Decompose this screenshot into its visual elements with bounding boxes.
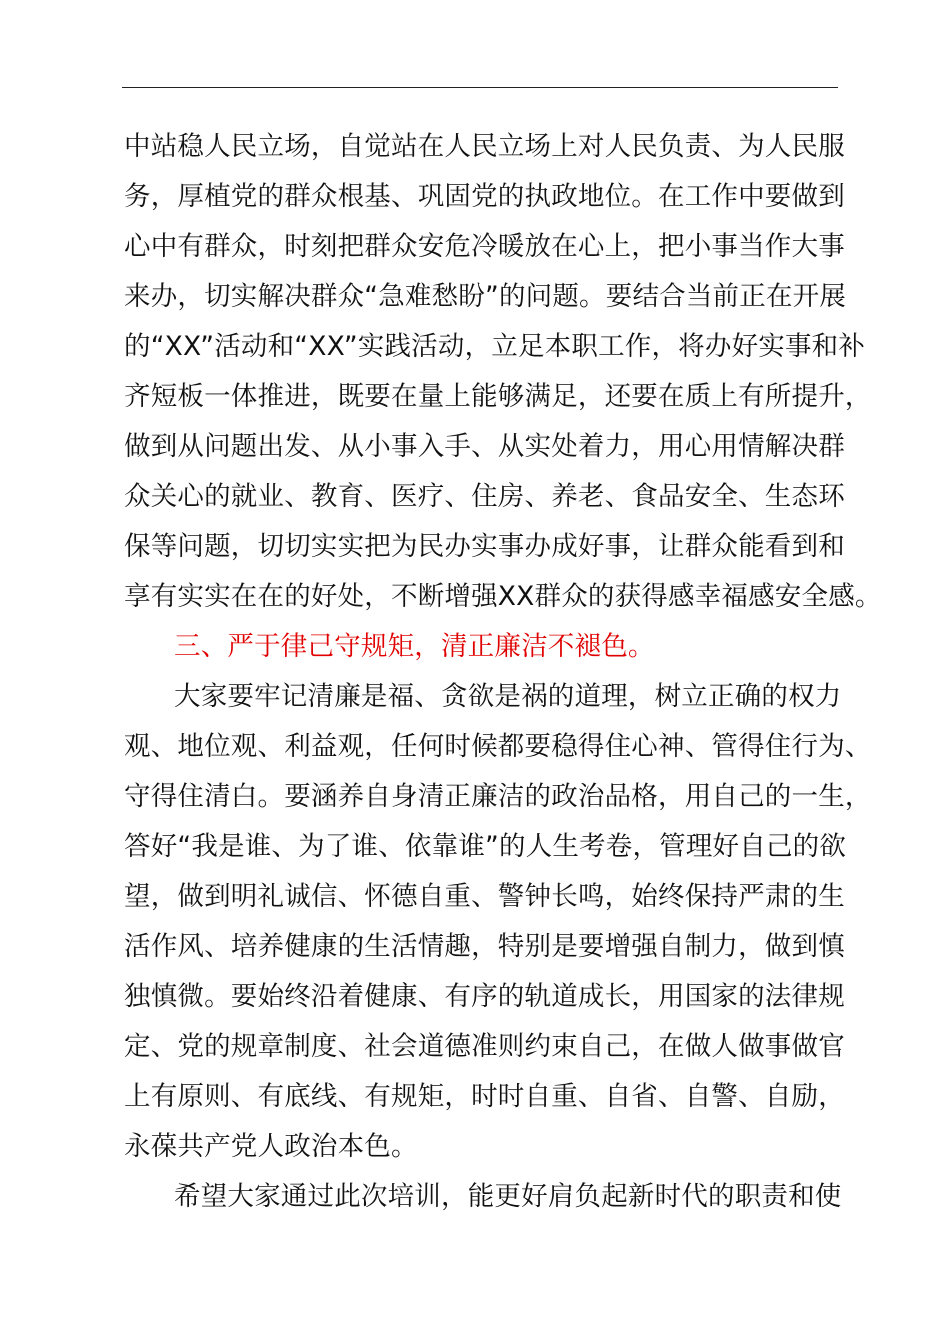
body-line: 活作风、培养健康的生活情趣，特别是要增强自制力，做到慎 [124,931,845,962]
body-line: 做到从问题出发、从小事入手、从实处着力，用心用情解决群 [124,431,845,462]
body-line: 的“XX”活动和“XX”实践活动，立足本职工作，将办好实事和补 [124,331,866,362]
section-heading: 三、严于律己守规矩，清正廉洁不褪色。 [174,631,655,662]
body-line: 务，厚植党的群众根基、巩固党的执政地位。在工作中要做到 [124,181,845,212]
header-rule [122,87,838,88]
body-line: 望，做到明礼诚信、怀德自重、警钟长鸣，始终保持严肃的生 [124,881,845,912]
body-line: 大家要牢记清廉是福、贪欲是祸的道理，树立正确的权力 [174,681,842,712]
body-line: 独慎微。要始终沿着健康、有序的轨道成长，用国家的法律规 [124,981,845,1012]
body-line: 心中有群众，时刻把群众安危冷暖放在心上，把小事当作大事 [124,231,845,262]
body-line: 希望大家通过此次培训，能更好肩负起新时代的职责和使 [174,1181,842,1212]
body-line: 享有实实在在的好处，不断增强XX群众的获得感幸福感安全感。 [124,581,882,612]
body-line: 保等问题，切切实实把为民办实事办成好事，让群众能看到和 [124,531,845,562]
body-line: 中站稳人民立场，自觉站在人民立场上对人民负责、为人民服 [124,131,845,162]
body-line: 定、党的规章制度、社会道德准则约束自己，在做人做事做官 [124,1031,845,1062]
body-line: 永葆共产党人政治本色。 [124,1131,418,1162]
body-line: 齐短板一体推进，既要在量上能够满足，还要在质上有所提升， [124,381,872,412]
body-line: 众关心的就业、教育、医疗、住房、养老、食品安全、生态环 [124,481,845,512]
body-line: 答好“我是谁、为了谁、依靠谁”的人生考卷，管理好自己的欲 [124,831,847,862]
body-line: 守得住清白。要涵养自身清正廉洁的政治品格，用自己的一生， [124,781,872,812]
body-line: 上有原则、有底线、有规矩，时时自重、自省、自警、自励， [124,1081,845,1112]
body-line: 来办，切实解决群众“急难愁盼”的问题。要结合当前正在开展 [124,281,847,312]
body-line: 观、地位观、利益观，任何时候都要稳得住心神、管得住行为、 [124,731,872,762]
